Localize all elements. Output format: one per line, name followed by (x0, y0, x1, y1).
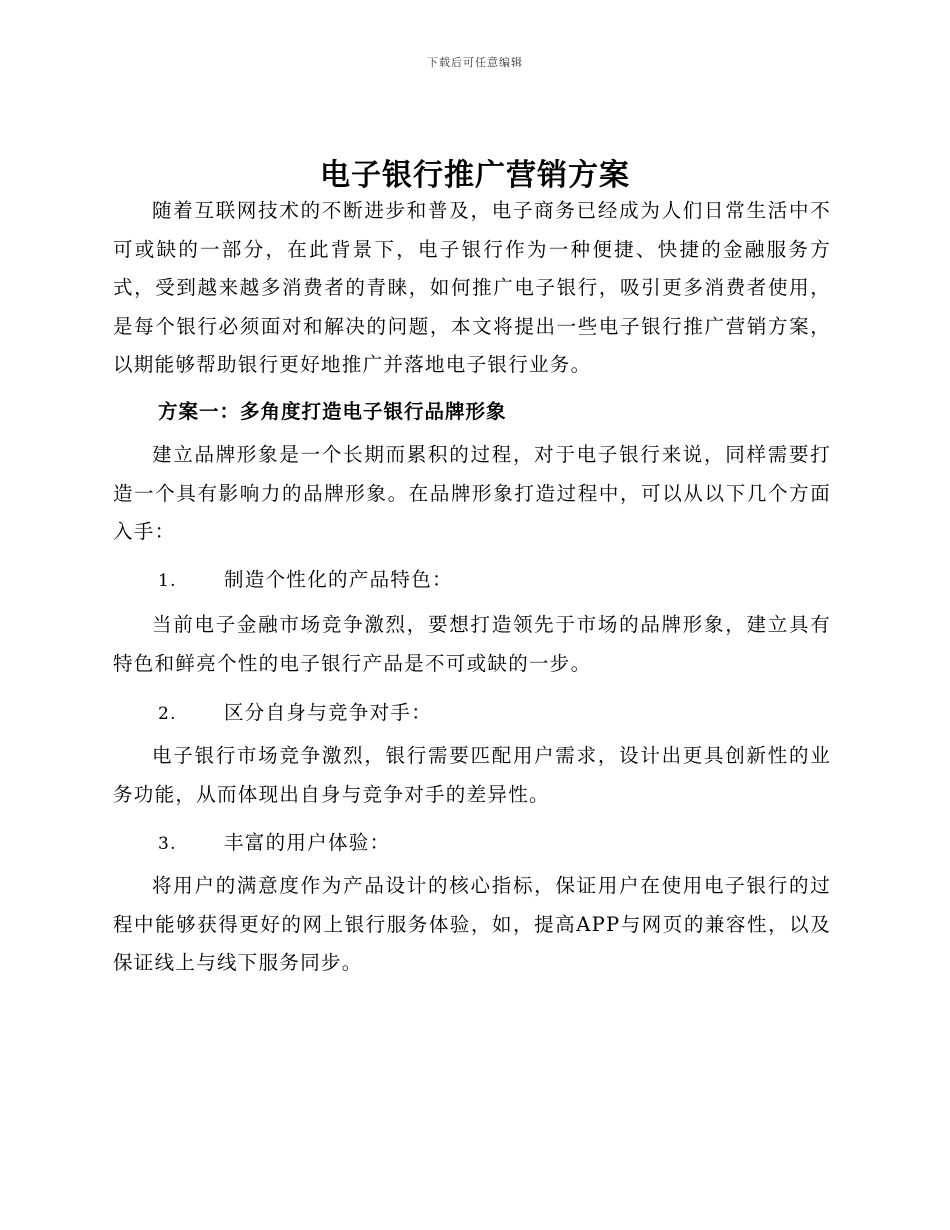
document-title: 电子银行推广营销方案 (320, 158, 630, 193)
list-item-title: 区分自身与竞争对手： (224, 701, 433, 724)
list-item-number: 3. (158, 834, 177, 854)
list-item-2-heading (158, 697, 432, 725)
list-item-title: 丰富的用户体验： (224, 831, 391, 854)
section-heading: 方案一：多角度打造电子银行品牌形象 (158, 400, 507, 423)
list-item-3-heading (158, 827, 390, 855)
page-header: 下载后可任意编辑 (427, 56, 523, 69)
list-item-number: 2. (158, 704, 177, 724)
list-item-1-heading (158, 564, 453, 592)
list-item-1-paragraph: 当前电子金融市场竞争激烈，要想打造领先于市场的品牌形象，建立具有特色和鲜亮个性的电子银行产品是不可或缺的一步。 (113, 613, 831, 675)
intro-paragraph: 随着互联网技术的不断进步和普及，电子商务已经成为人们日常生活中不可或缺的一部分，在此背景下，电子银行作为一种便捷、快捷的金融服务方式，受到越来越多消费者的青睐，如何推广电子银行，吸引更多消费者使用，是每个银行必须面对和解决的问题，本文将提出一些电子银行推广营销方案，以期能够帮助银行更好地推广并落地电子银行业务。 (113, 199, 831, 376)
list-item-3-paragraph: 将用户的满意度作为产品设计的核心指标，保证用户在使用电子银行的过程中能够获得更好的网上银行服务体验，如，提高APP与网页的兼容性，以及保证线上与线下服务同步。 (113, 874, 831, 974)
list-item-title: 制造个性化的产品特色： (224, 568, 453, 591)
list-item-number: 1. (158, 571, 177, 591)
list-item-2-paragraph: 电子银行市场竞争激烈，银行需要匹配用户需求，设计出更具创新性的业务功能，从而体现出自身与竞争对手的差异性。 (113, 744, 831, 806)
section-intro-paragraph: 建立品牌形象是一个长期而累积的过程，对于电子银行来说，同样需要打造一个具有影响力的品牌形象。在品牌形象打造过程中，可以从以下几个方面入手： (113, 443, 831, 543)
